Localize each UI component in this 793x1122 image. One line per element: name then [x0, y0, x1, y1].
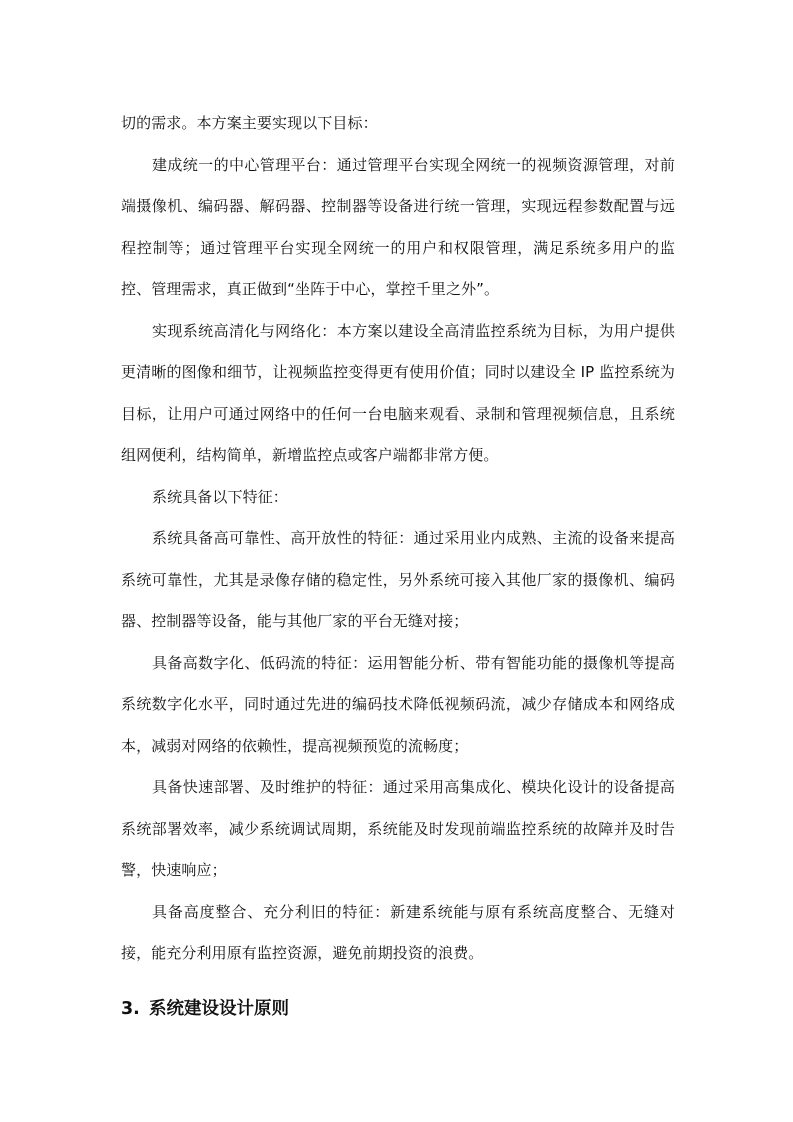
- paragraph-goal-central-platform: 建成统一的中心管理平台：通过管理平台实现全网统一的视频资源管理，对前端摄像机、编码器、解码器、控制器等设备进行统一管理，实现远程参数配置与远程控制等；通过管理平台实现全网统一的用户和权限管理，满足系统多用户的监控、管理需求，真正做到“坐阵于中心，掌控千里之外”。: [121, 155, 675, 298]
- document-page: [121, 103, 675, 1029]
- section-title: 系统建设设计原则: [149, 998, 289, 1019]
- paragraph-goal-hd-network: 实现系统高清化与网络化：本方案以建设全高清监控系统为目标，为用户提供更清晰的图像和细节，让视频监控变得更有使用价值；同时以建设全 IP 监控系统为目标，让用户可通过网络中的任何一台电脑来观看、录制和管理视频信息，且系统组网便利，结构简单，新增监控点或客户端都非常方便。: [121, 321, 675, 464]
- paragraph-feature-reliability: 系统具备高可靠性、高开放性的特征：通过采用业内成熟、主流的设备来提高系统可靠性，尤其是录像存储的稳定性，另外系统可接入其他厂家的摄像机、编码器、控制器等设备，能与其他厂家的平台无缝对接；: [121, 529, 675, 630]
- paragraph-feature-digital: 具备高数字化、低码流的特征：运用智能分析、带有智能功能的摄像机等提高系统数字化水平，同时通过先进的编码技术降低视频码流，减少存储成本和网络成本，减弱对网络的依赖性，提高视频预览的流畅度；: [121, 653, 675, 755]
- section-heading: [121, 989, 675, 1029]
- paragraph-feature-deployment: 具备快速部署、及时维护的特征：通过采用高集成化、模块化设计的设备提高系统部署效率，减少系统调试周期，系统能及时发现前端监控系统的故障并及时告警，快速响应；: [121, 778, 675, 879]
- paragraph-intro-continuation: 切的需求。本方案主要实现以下目标：: [121, 114, 378, 132]
- paragraph-feature-integration: 具备高度整合、充分利旧的特征：新建系统能与原有系统高度整合、无缝对接，能充分利用原有监控资源，避免前期投资的浪费。: [121, 902, 675, 962]
- section-number: 3.: [121, 998, 140, 1019]
- paragraph-features-intro: 系统具备以下特征：: [152, 487, 288, 506]
